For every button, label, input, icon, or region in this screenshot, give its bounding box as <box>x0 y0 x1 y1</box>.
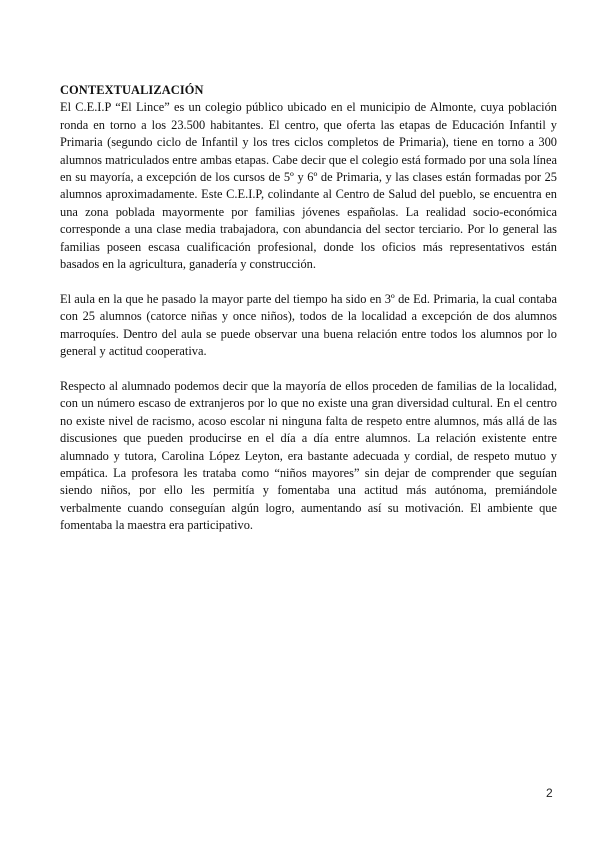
section-heading: CONTEXTUALIZACIÓN <box>60 83 204 97</box>
document-body <box>60 82 557 552</box>
paragraph-context: El C.E.I.P “El Lince” es un colegio público ubicado en el municipio de Almonte, cuya población ronda en torno a los 23.500 habitantes. El centro, que oferta las etapas de Educación Infantil y Primaria (segundo ciclo de Infantil y los tres ciclos completos de Primaria), tiene en torno a 300 alumnos matriculados entre ambas etapas. Cabe decir que el colegio está formado por una sola línea en su mayoría, a excepción de los cursos de 5º y 6º de Primaria, y las clases están formadas por 25 alumnos aproximadamente. Este C.E.I.P, colindante al Centro de Salud del pueblo, se encuentra en una zona poblada mayormente por familias jóvenes españolas. La realidad socio-económica corresponde a una clase media trabajadora, con abundancia del sector terciario. Por lo general las familias poseen escasa cualificación profesional, donde los oficios más representativos están basados en la agricultura, ganadería y construcción. <box>60 100 557 272</box>
paragraph-classroom: El aula en la que he pasado la mayor parte del tiempo ha sido en 3º de Ed. Primaria, la cual contaba con 25 alumnos (catorce niñas y once niños), todos de la localidad a excepción de dos alumnos marroquíes. Dentro del aula se puede observar una buena relación entre todos los alumnos por lo general y actitud cooperativa. <box>60 291 557 359</box>
paragraph-students: Respecto al alumnado podemos decir que la mayoría de ellos proceden de familias de la localidad, con un número escaso de extranjeros por lo que no existe una gran diversidad cultural. En el centro no existe nivel de racismo, acoso escolar ni ninguna falta de respeto entre alumnos, más allá de las discusiones que pueden producirse en el día a día entre alumnos. La relación existente entre alumnado y tutora, Carolina López Leyton, era bastante adecuada y cordial, de respeto mutuo y empática. La profesora les trataba como “niños mayores” sin dejar de comprender que seguían siendo niños, por ello les permitía y fomentaba una actitud más autónoma, premiándole verbalmente cuando conseguían algún logro, aumentando así su motivación. El ambiente que fomentaba la maestra era participativo. <box>60 378 557 533</box>
page-number: 2 <box>546 786 553 800</box>
